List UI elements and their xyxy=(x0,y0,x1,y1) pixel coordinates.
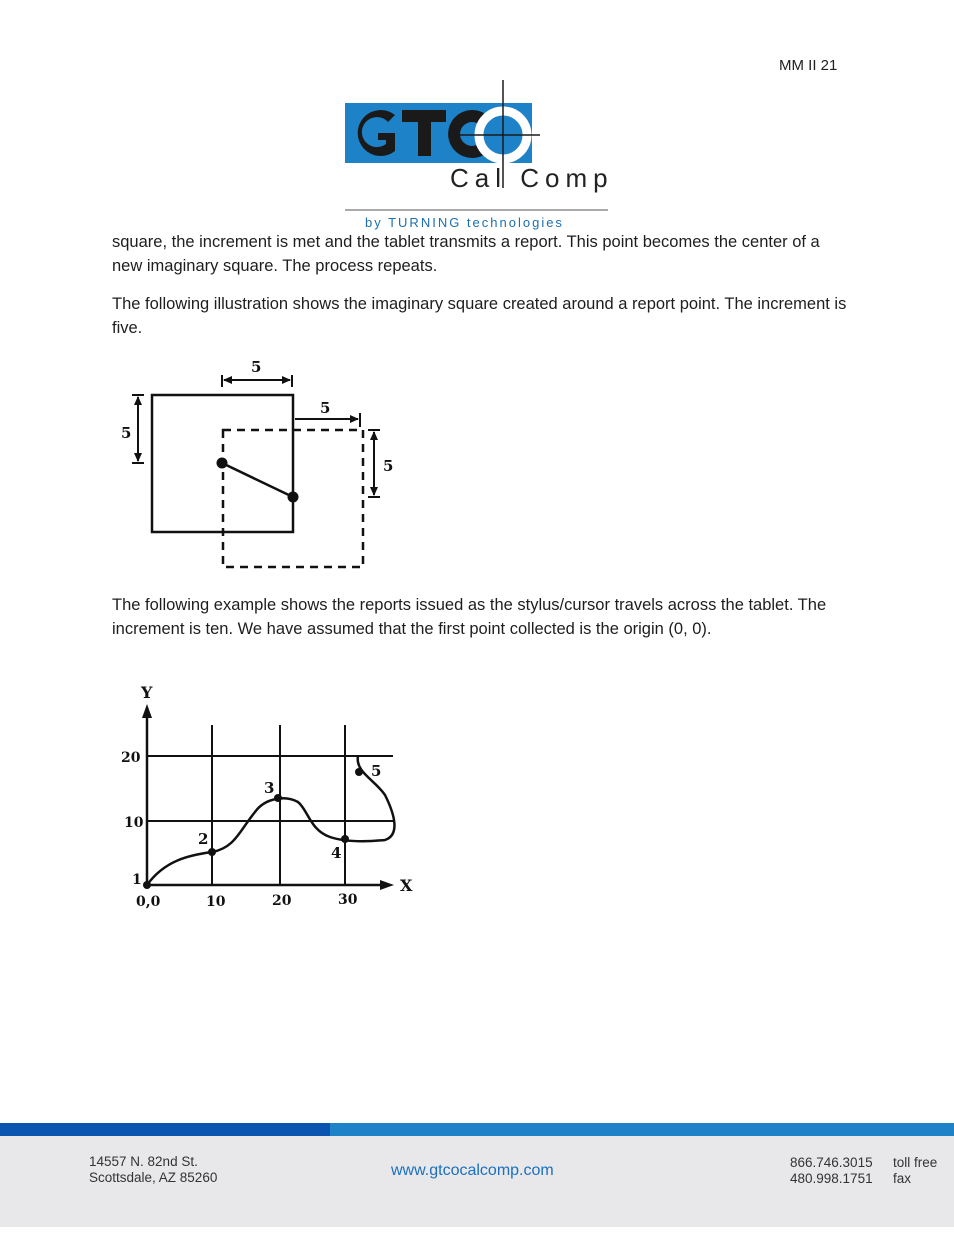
footer-website-link[interactable]: www.gtcocalcomp.com xyxy=(391,1162,554,1179)
footer-phone-labels xyxy=(893,1155,937,1187)
point-label-2: 2 xyxy=(198,830,209,848)
report-point-1 xyxy=(217,458,228,469)
footer-phone-numbers xyxy=(790,1155,873,1187)
paragraph-example-intro: The following example shows the reports issued as the stylus/cursor travels across the tablet. The increment is ten. We have assumed that the first point collected is the origin (0, 0). xyxy=(112,596,827,638)
footer-accent-bar-light xyxy=(330,1123,954,1136)
page-reference: MM II 21 xyxy=(779,57,838,74)
point-label-3: 3 xyxy=(264,779,275,797)
report-point-origin xyxy=(143,881,151,889)
x-tick-20: 20 xyxy=(272,893,292,909)
y-tick-20: 20 xyxy=(121,750,141,766)
logo-brand-text: Cal Comp xyxy=(450,163,614,193)
dim-label-right: 5 xyxy=(383,457,394,475)
imaginary-square-figure xyxy=(110,355,410,575)
x-axis-title: X xyxy=(400,876,413,895)
report-point-4 xyxy=(341,835,349,843)
y-tick-10: 10 xyxy=(124,815,144,831)
footer-address xyxy=(89,1154,217,1186)
x-tick-10: 10 xyxy=(206,894,226,910)
y-tick-1: 1 xyxy=(132,872,142,888)
report-point-2 xyxy=(208,848,216,856)
point-label-5: 5 xyxy=(371,762,382,780)
page-footer xyxy=(0,1136,954,1227)
fax-label: fax xyxy=(893,1171,912,1186)
phone-label: toll free xyxy=(893,1155,938,1170)
report-point-3 xyxy=(274,794,282,802)
report-point-5 xyxy=(355,768,363,776)
y-axis-title: Y xyxy=(141,683,153,702)
phone-number: 866.746.3015 xyxy=(790,1155,873,1170)
footer-accent-bar-dark xyxy=(0,1123,330,1136)
dim-label-left: 5 xyxy=(121,424,132,442)
paragraph-illustration-intro: The following illustration shows the imaginary square created around a report point. The increment is five. xyxy=(112,295,847,337)
address-city: Scottsdale, AZ 85260 xyxy=(89,1170,218,1185)
paragraph-report-point: square, the increment is met and the tablet transmits a report. This point becomes the center of a new imaginary square. The process repeats. xyxy=(112,233,820,275)
point-label-4: 4 xyxy=(331,844,342,862)
fax-number: 480.998.1751 xyxy=(790,1171,873,1186)
stylus-path-graph xyxy=(110,680,420,915)
dim-label-top: 5 xyxy=(251,358,262,376)
x-tick-30: 30 xyxy=(338,892,358,908)
report-point-2 xyxy=(288,492,299,503)
logo-tagline: by TURNING technologies xyxy=(365,215,564,230)
address-street: 14557 N. 82nd St. xyxy=(89,1154,198,1169)
cursor-path xyxy=(222,463,293,497)
gtco-calcomp-logo xyxy=(340,78,620,233)
x-tick-0: 0,0 xyxy=(136,894,161,910)
dim-label-shift: 5 xyxy=(320,399,331,417)
